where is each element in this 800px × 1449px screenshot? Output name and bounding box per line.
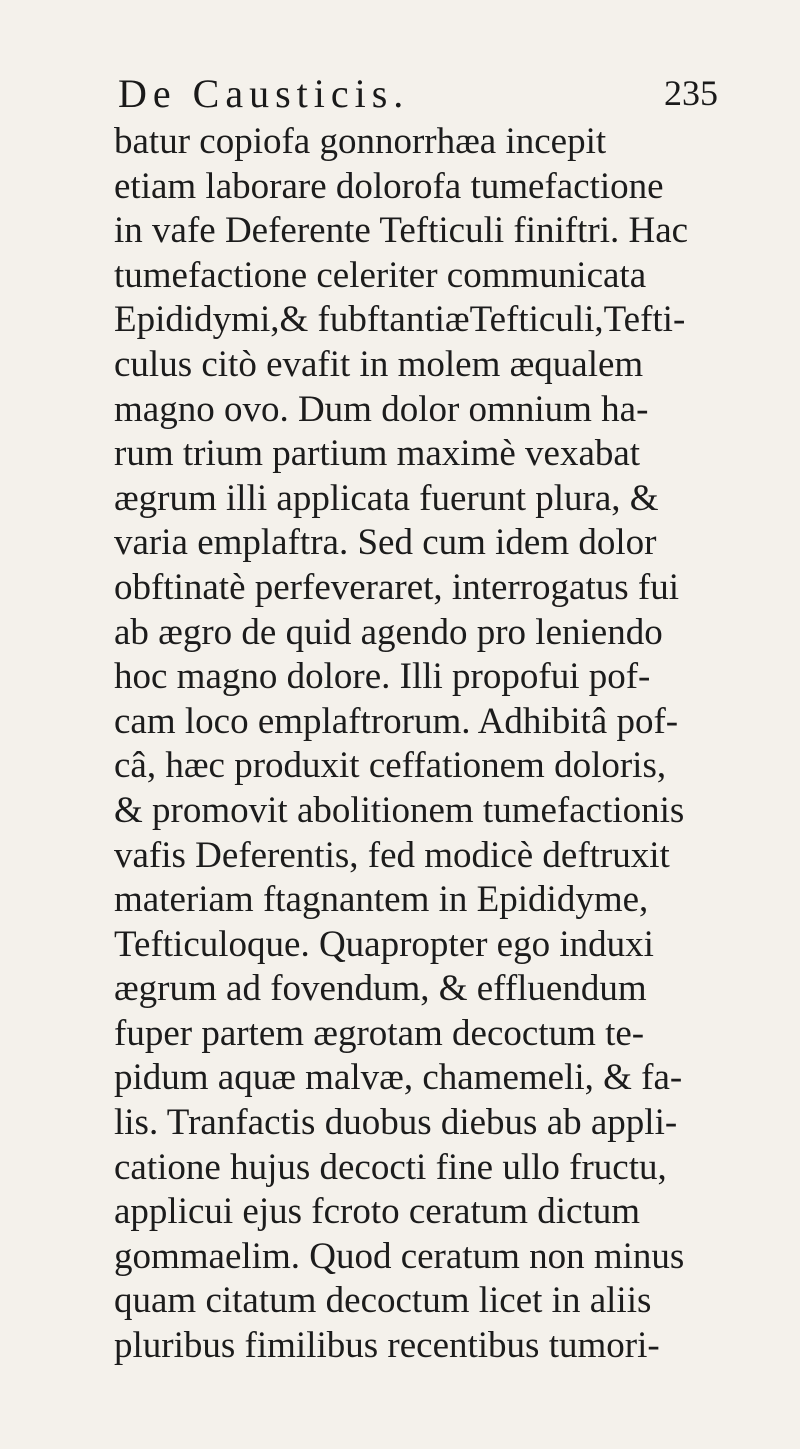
text-line: ægrum ad fovendum, & effluendum bbox=[114, 968, 647, 1010]
text-line: câ, hæc produxit ceffationem doloris, bbox=[114, 745, 667, 787]
text-line: ægrum illi applicata fuerunt plura, & bbox=[114, 477, 659, 519]
text-line: etiam laborare dolorofa tumefactione bbox=[114, 165, 664, 207]
text-line: tumefactione celeriter communicata bbox=[114, 254, 647, 296]
running-head bbox=[118, 70, 718, 120]
text-line: cam loco emplaftrorum. Adhibitâ pof- bbox=[114, 700, 679, 742]
text-line: varia emplaftra. Sed cum idem dolor bbox=[114, 522, 657, 564]
text-line: applicui ejus fcroto ceratum dictum bbox=[114, 1191, 641, 1233]
text-line: quam citatum decoctum licet in aliis bbox=[114, 1280, 652, 1322]
text-line: catione hujus decocti fine ullo fructu, bbox=[114, 1146, 667, 1188]
text-line: pidum aquæ malvæ, chamemeli, & fa- bbox=[114, 1057, 683, 1099]
body-text bbox=[114, 120, 754, 1369]
page-number: 235 bbox=[664, 73, 718, 113]
text-line: batur copiofa gonnorrhæa incepit bbox=[114, 121, 607, 162]
text-line: pluribus fimilibus recentibus tumori- bbox=[114, 1325, 660, 1367]
text-line: hoc magno dolore. Illi propofui pof- bbox=[114, 656, 651, 698]
text-line: lis. Tranfactis duobus diebus ab appli- bbox=[114, 1102, 678, 1144]
text-line: obftinatè perfeveraret, interrogatus fui bbox=[114, 566, 680, 608]
text-line: fuper partem ægrotam decoctum te- bbox=[114, 1012, 645, 1054]
text-line: materiam ftagnantem in Epididyme, bbox=[114, 879, 649, 921]
text-line: vafis Deferentis, fed modicè deftruxit bbox=[114, 834, 670, 876]
text-line: & promovit abolitionem tumefactionis bbox=[114, 789, 685, 831]
text-line: culus citò evafit in molem æqualem bbox=[114, 343, 644, 385]
text-line: in vafe Deferente Tefticuli finiftri. Hac bbox=[114, 210, 689, 252]
text-line: ab ægro de quid agendo pro leniendo bbox=[114, 611, 663, 653]
text-line: magno ovo. Dum dolor omnium ha- bbox=[114, 388, 649, 430]
running-title: De Causticis. bbox=[118, 71, 410, 116]
text-line: Epididymi,& fubftantiæTefticuli,Tefti- bbox=[114, 299, 686, 341]
text-line: rum trium partium maximè vexabat bbox=[114, 433, 641, 475]
text-line: Tefticuloque. Quapropter ego induxi bbox=[114, 923, 654, 965]
text-line: gommaelim. Quod ceratum non minus bbox=[114, 1235, 685, 1277]
